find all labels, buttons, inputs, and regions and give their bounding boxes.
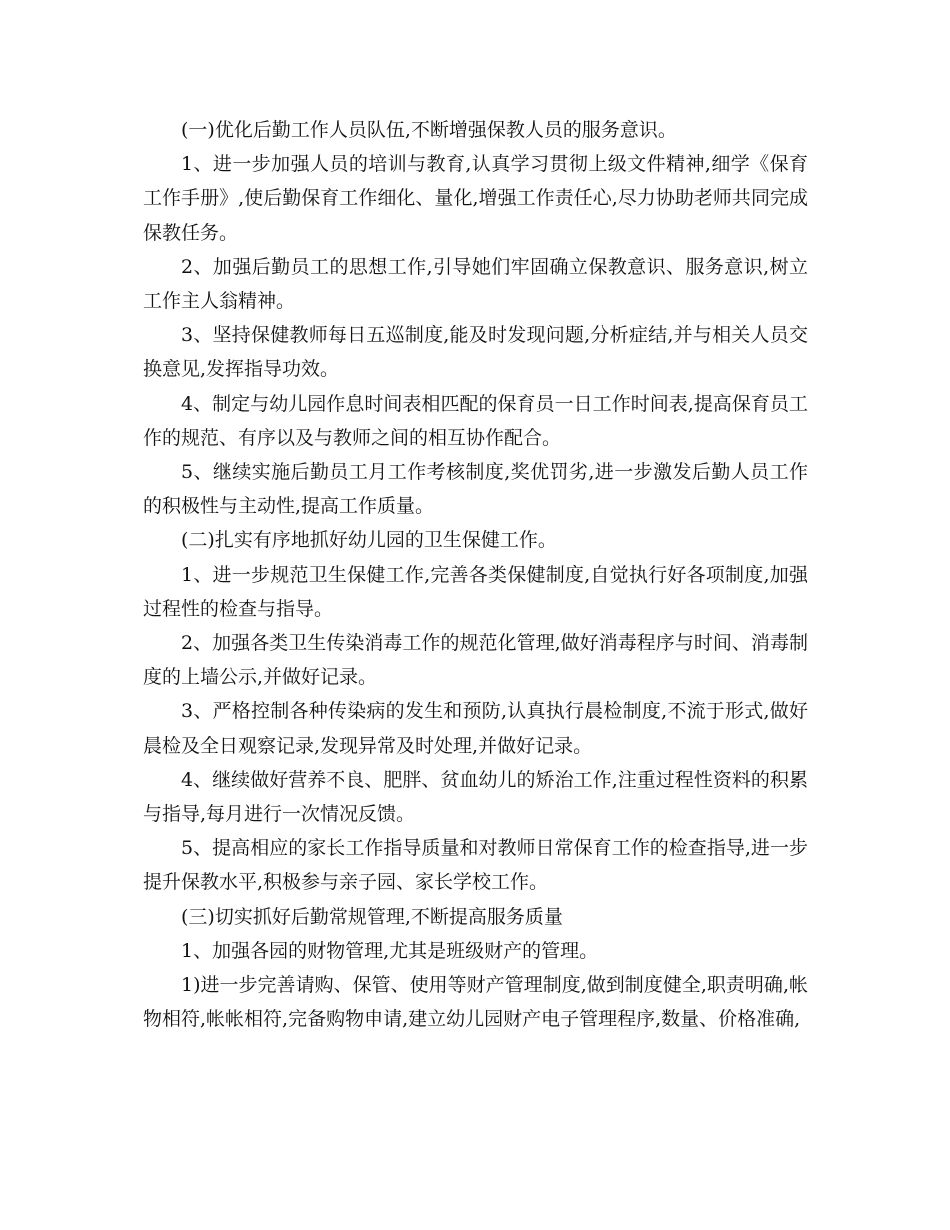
- paragraph-1-2: 2、加强后勤员工的思想工作,引导她们牢固确立保教意识、服务意识,树立工作主人翁精神。: [143, 255, 808, 313]
- document-body: [143, 113, 808, 1036]
- paragraph-3-1-1: 1)进一步完善请购、保管、使用等财产管理制度,做到制度健全,职责明确,帐物相符,帐帐相符,完备购物申请,建立幼儿园财产电子管理程序,数量、价格准确,: [143, 974, 808, 1031]
- paragraph-1-4: 4、制定与幼儿园作息时间表相匹配的保育员一日工作时间表,提高保育员工作的规范、有序以及与教师之间的相互协作配合。: [143, 392, 808, 449]
- paragraph-3-1: 1、加强各园的财物管理,尤其是班级财产的管理。: [181, 939, 599, 962]
- paragraph-2-4: 4、继续做好营养不良、肥胖、贫血幼儿的矫治工作,注重过程性资料的积累与指导,每月进行一次情况反馈。: [143, 768, 808, 826]
- paragraph-2-5: 5、提高相应的家长工作指导质量和对教师日常保育工作的检查指导,进一步提升保教水平,积极参与亲子园、家长学校工作。: [143, 837, 808, 894]
- paragraph-2-1: 1、进一步规范卫生保健工作,完善各类保健制度,自觉执行好各项制度,加强过程性的检查与指导。: [143, 563, 808, 620]
- paragraph-1-3: 3、坚持保健教师每日五巡制度,能及时发现问题,分析症结,并与相关人员交换意见,发挥指导功效。: [143, 324, 808, 381]
- heading-section-2: (二)扎实有序地抓好幼儿园的卫生保健工作。: [181, 529, 557, 552]
- heading-section-1: (一)优化后勤工作人员队伍,不断增强保教人员的服务意识。: [181, 119, 677, 141]
- paragraph-1-5: 5、继续实施后勤员工月工作考核制度,奖优罚劣,进一步激发后勤人员工作的积极性与主动性,提高工作质量。: [143, 461, 808, 518]
- paragraph-1-1: 1、进一步加强人员的培训与教育,认真学习贯彻上级文件精神,细学《保育工作手册》,使后勤保育工作细化、量化,增强工作责任心,尽力协助老师共同完成保教任务。: [143, 153, 808, 244]
- paragraph-2-3: 3、严格控制各种传染病的发生和预防,认真执行晨检制度,不流于形式,做好晨检及全日观察记录,发现异常及时处理,并做好记录。: [143, 700, 808, 757]
- paragraph-2-2: 2、加强各类卫生传染消毒工作的规范化管理,做好消毒程序与时间、消毒制度的上墙公示,并做好记录。: [143, 632, 808, 689]
- heading-section-3: (三)切实抓好后勤常规管理,不断提高服务质量: [181, 905, 563, 928]
